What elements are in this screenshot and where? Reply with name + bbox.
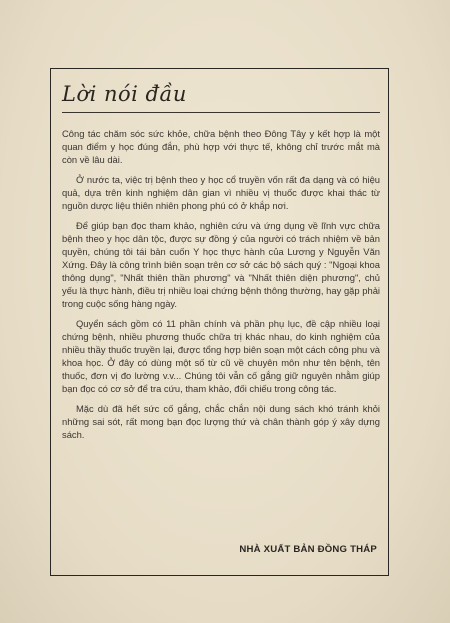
paragraph-1: Công tác chăm sóc sức khỏe, chữa bệnh theo Đông Tây y kết hợp là một quan điểm y học đúng đắn, phù hợp với thực tế, không chỉ trước mắt mà còn về lâu dài. (62, 128, 380, 165)
paragraph-4: Quyển sách gồm có 11 phần chính và phần phụ lục, đề cập nhiều loại chứng bệnh, nhiều phương thuốc chữa trị khác nhau, do kinh nghiệm của nhiều thầy thuốc truyền lại, được tổng hợp biên soạn một cách công phu và khoa học. Ở đây có dùng một số từ cũ về chuyên môn như tên bệnh, tên thuốc, đơn vị đo lường v.v... Chúng tôi vẫn cố gắng giữ nguyên nhằm giúp bạn đọc có cơ sở để tra cứu, tham khảo, đối chiếu trong công tác. (62, 318, 380, 394)
preface-body (62, 127, 380, 448)
publisher-signature: NHÀ XUẤT BẢN ĐỒNG THÁP (239, 544, 377, 555)
paragraph-2: Ở nước ta, việc trị bệnh theo y học cổ truyền vốn rất đa dạng và có hiệu quả, dựa trên kinh nghiệm dân gian vì nhiều vị thuốc được khai thác từ nguồn dược liệu thiên nhiên phong phú có ở khắp nơi. (62, 174, 380, 211)
title-underline (62, 112, 380, 113)
paragraph-5: Mặc dù đã hết sức cố gắng, chắc chắn nội dung sách khó tránh khỏi những sai sót, rất mong bạn đọc lượng thứ và chân thành góp ý xây dựng sách. (62, 403, 380, 440)
page-title: Lời nói đầu (62, 82, 187, 106)
paragraph-3: Để giúp bạn đọc tham khảo, nghiên cứu và ứng dụng về lĩnh vực chữa bệnh theo y học dân tộc, được sự đồng ý của người có trách nhiệm về bản quyền, chúng tôi tái bản cuốn Y học thực hành của Lương y Nguyễn Văn Xứng. Đây là công trình biên soạn trên cơ sở các bộ sách quý : "Ngoại khoa thông dụng", "Nhất thiên thần phương" và "Nhất thiên diện phương", chủ yếu là thực hành, điều trị nhiều loại chứng bệnh thông thường, hay gặp phải trong cuộc sống hàng ngày. (62, 220, 380, 309)
